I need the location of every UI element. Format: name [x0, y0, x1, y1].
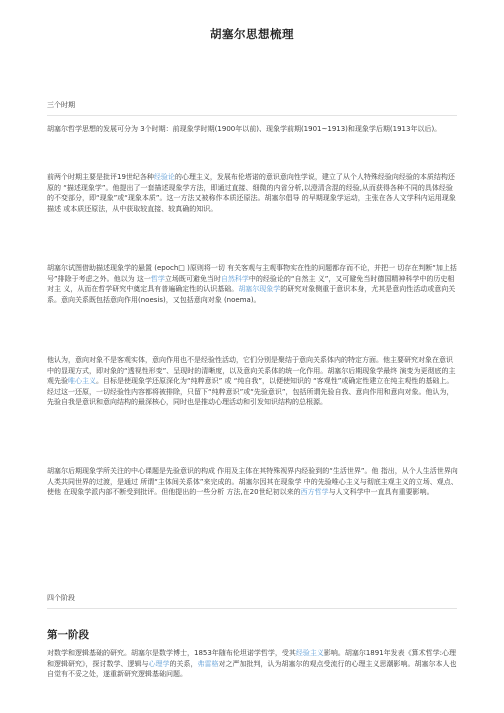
- link-western-philosophy[interactable]: 西方哲学: [300, 488, 329, 496]
- paragraph-late-phenomenology: [47, 466, 459, 503]
- paragraph-intentional-object: [47, 355, 459, 413]
- paragraph-periods-text: 胡塞尔哲学思想的发展可分为 3个时期：前现象学时期(1900年以前)、现象学前期(1901~1913)和现象学后期(1913年以后)。: [47, 125, 442, 133]
- link-natural-science[interactable]: 自然科学: [220, 274, 249, 283]
- document-title: 胡塞尔思想梳理: [210, 27, 294, 41]
- paragraph-epoche: [47, 263, 459, 310]
- section-heading-three-periods: 三个时期: [47, 100, 457, 116]
- text-segment: 胡塞尔试图借助描述现象学的悬置 (epoch□ )原则将一切 有关客观与主观事物实在性的问题都存而不论，并把一 切存在判断“加上括号”排除于考虑之外。他以为 这一: [47, 264, 457, 283]
- section-heading-four-stages: 四个阶段: [47, 593, 457, 609]
- text-segment: 的心理主义，发展布伦塔诺的意识意向性学说，建立了从个人特殊经验向经验的本质结构还原的 “描述现象学”。他提出了一套描述现象学方法，即通过直接、细微的内省分析,以澄清含混的经验,从而获得各种不同的具体经验的不变部分，即“现象”或“现象本质”。这一方法又被称作本质还原法。胡塞尔倡导 的早期现象学运动，主张在各人文学科内运用现象描述 或本质还原法，从中获取较直接、较真确的知识。: [47, 173, 456, 213]
- text-segment: 前两个时期主要是批评19世纪各种: [47, 173, 154, 181]
- text-segment: 影响。胡塞尔1891年发表《算术哲学:心理和逻辑研究》，探讨数学、逻辑与: [47, 649, 457, 668]
- text-segment: 立场既可避免当时: [164, 274, 221, 283]
- link-philosophy[interactable]: 哲学: [150, 274, 165, 283]
- text-segment: 他认为，意向对象不是客观实体，意向作用也不是经验性活动，它们分别是聚结于意向关系体内的特定方面。他主要研究对象在意识中的显现方式，即对象的“透视性形变”、呈现时的清晰度，以及意向关系体的统一化作用。胡塞尔后期现象学最终 演变为更彻底的主观先验: [47, 356, 456, 385]
- link-empiricism[interactable]: 经验论: [153, 173, 175, 181]
- link-empiricism-2[interactable]: 经验主义: [295, 649, 324, 657]
- text-segment: 胡塞尔后期现象学所关注的中心课题是先验意识的构成 作用及主体在其特殊视界内经验到的“生活世界”。他 指出，从个人生活世界向人类共同世界的过渡，是通过 所谓“主体间关系体”来完成的。胡塞尔因其在现象学 中的先验唯心主义与彻底主观主义的立场、观点、使他 在现象学派内部不断受到批评。但他提出的一些分析 方法,在20世纪初以来的: [47, 467, 458, 496]
- text-segment: 的研究对象侧重于意识本身，尤其是意向性活动或意向关系。意向关系既包括意向作用(noesis)，又包括意向对象 (noema)。: [47, 285, 456, 304]
- text-segment: 与人文科学中一直具有重要影响。: [328, 488, 434, 496]
- link-frege[interactable]: 弗雷格: [197, 659, 219, 668]
- text-segment: 。目标是使现象学还原深化为“纯粹意识” 或 “纯自我”，以便使知识的 “客观性”或确定性建立在纯主观性的基础上。经过这一还原，一切经验性内容都将被排除，只留下“纯粹意识”或“先验意识”，包括所谓先验自我、意向作用和意向对象。他认为，先验自我是意识和意向结构的最深核心，同时也是推动心理活动和引发知识结构的总根源。: [47, 377, 454, 406]
- text-segment: 中的经验论的“自然主 义”，又可避免当时德国精神科学中的历史相对主 义，从而在哲学研究中奠定具有普遍确定性的认识基础。: [47, 274, 455, 293]
- text-segment: 对数学和逻辑基础的研究。胡塞尔是数学博士，1853年随布伦坦诺学哲学，受其: [47, 649, 296, 657]
- link-idealism[interactable]: 唯心主义: [68, 377, 96, 385]
- paragraph-periods: [47, 124, 459, 140]
- stage-one-heading: 第一阶段: [47, 629, 89, 641]
- paragraph-stage-one: [47, 648, 459, 685]
- link-psychology[interactable]: 心理学: [148, 659, 170, 668]
- link-husserl-phenomenology[interactable]: 胡塞尔现象学: [238, 285, 281, 293]
- text-segment: 的关系，: [169, 659, 198, 668]
- text-segment: 对之严加批判，认为胡塞尔的观点受流行的心理主义思潮影响。胡塞尔本人也自觉有不妥之处，遂重新研究逻辑基础问题。: [47, 659, 457, 678]
- paragraph-early-periods: [47, 172, 459, 219]
